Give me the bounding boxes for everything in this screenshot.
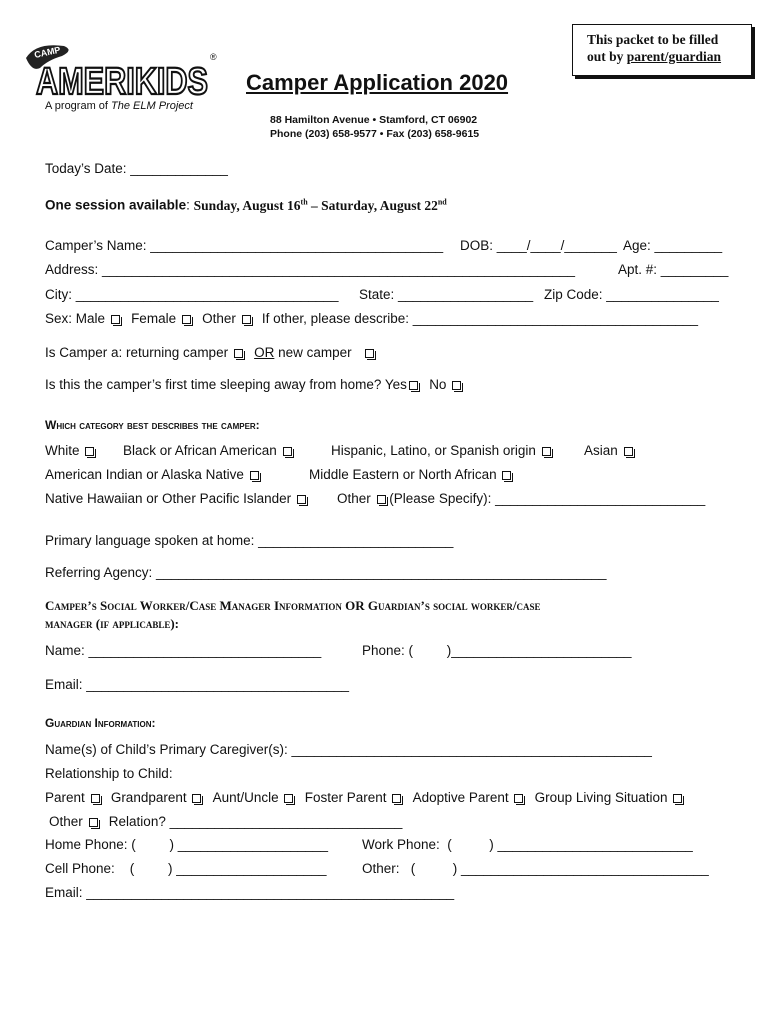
packet-note-underlined: parent/guardian — [626, 49, 722, 64]
org-phone: Phone (203) 658-9577 • Fax (203) 658-9615 — [270, 128, 480, 140]
first-time-yes-checkbox[interactable] — [409, 381, 418, 390]
race-american-indian: American Indian or Alaska Native — [45, 467, 259, 482]
other-sex-checkbox[interactable] — [242, 315, 251, 324]
race-other-checkbox[interactable] — [377, 495, 386, 504]
sex-row: Sex: Male Female Other If other, please describe: ______________________________________ — [45, 311, 699, 326]
program-name: The ELM Project — [111, 100, 193, 112]
primary-language-field[interactable]: Primary language spoken at home: __________________________ — [45, 533, 454, 548]
white-checkbox[interactable] — [85, 447, 94, 456]
amerikids-logo — [22, 38, 222, 103]
program-line: A program of The ELM Project — [45, 100, 193, 112]
city-field[interactable]: City: ___________________________________ — [45, 287, 339, 302]
logo-registered-mark: ® — [210, 52, 217, 62]
male-checkbox[interactable] — [111, 315, 120, 324]
native-hawaiian-checkbox[interactable] — [297, 495, 306, 504]
middle-eastern-checkbox[interactable] — [502, 471, 511, 480]
address-field[interactable]: Address: _______________________________________________________________ — [45, 262, 576, 277]
grandparent-checkbox[interactable] — [192, 794, 201, 803]
hispanic-checkbox[interactable] — [542, 447, 551, 456]
female-checkbox[interactable] — [182, 315, 191, 324]
social-worker-heading-2: manager (if applicable): — [45, 616, 179, 631]
packet-note-line2: out by parent/guardian — [587, 49, 722, 64]
relationship-label: Relationship to Child: — [45, 766, 173, 781]
american-indian-checkbox[interactable] — [250, 471, 259, 480]
packet-note-line1: This packet to be filled — [587, 32, 719, 47]
race-other: Other (Please Specify): ____________________________ — [337, 491, 706, 506]
aunt-uncle-checkbox[interactable] — [284, 794, 293, 803]
asian-checkbox[interactable] — [624, 447, 633, 456]
org-address: 88 Hamilton Avenue • Stamford, CT 06902 — [270, 114, 478, 126]
black-checkbox[interactable] — [283, 447, 292, 456]
dob-field[interactable]: DOB: ____/____/_______ — [460, 238, 617, 253]
relationship-other-checkbox[interactable] — [89, 818, 98, 827]
race-hispanic: Hispanic, Latino, or Spanish origin — [331, 443, 551, 458]
group-living-checkbox[interactable] — [673, 794, 682, 803]
state-field[interactable]: State: __________________ — [359, 287, 534, 302]
first-time-row: Is this the camper’s first time sleeping away from home? Yes No — [45, 377, 461, 392]
caregiver-names-field[interactable]: Name(s) of Child’s Primary Caregiver(s): ________________________________________________ — [45, 742, 652, 757]
foster-parent-checkbox[interactable] — [392, 794, 401, 803]
camper-type-row: Is Camper a: returning camper OR new camper — [45, 345, 374, 360]
home-phone-field[interactable]: Home Phone: ( ) ____________________ — [45, 837, 328, 852]
social-worker-name-field[interactable]: Name: _______________________________ — [45, 643, 322, 658]
relation-field[interactable]: Relation? _______________________________ — [108, 814, 403, 829]
category-heading: Which category best describes the camper: — [45, 418, 260, 432]
relationship-other-row: Other Relation? _______________________________ — [49, 814, 403, 829]
other-describe-field[interactable]: If other, please describe: ______________________________________ — [261, 311, 699, 326]
cell-phone-field[interactable]: Cell Phone: ( ) ____________________ — [45, 861, 327, 876]
guardian-heading: Guardian Information: — [45, 716, 156, 730]
social-worker-email-field[interactable]: Email: ___________________________________ — [45, 677, 350, 692]
referring-agency-field[interactable]: Referring Agency: ____________________________________________________________ — [45, 565, 607, 580]
returning-camper-checkbox[interactable] — [234, 349, 243, 358]
guardian-email-field[interactable]: Email: _________________________________________________ — [45, 885, 455, 900]
session-line: One session available: Sunday, August 16th – Saturday, August 22nd — [45, 197, 447, 213]
race-other-specify-field[interactable]: (Please Specify): ____________________________ — [389, 491, 706, 506]
race-native-hawaiian: Native Hawaiian or Other Pacific Islander — [45, 491, 306, 506]
campers-name-field[interactable]: Camper’s Name: _______________________________________ — [45, 238, 444, 253]
adoptive-parent-checkbox[interactable] — [514, 794, 523, 803]
apt-field[interactable]: Apt. #: _________ — [618, 262, 729, 277]
social-worker-phone-field[interactable]: Phone: ( )________________________ — [362, 643, 632, 658]
session-label: One session available — [45, 197, 187, 213]
race-middle-eastern: Middle Eastern or North African — [309, 467, 511, 482]
race-white: White — [45, 443, 94, 458]
new-camper-checkbox[interactable] — [365, 349, 374, 358]
zip-field[interactable]: Zip Code: _______________ — [544, 287, 719, 302]
packet-note — [572, 24, 752, 76]
logo-camp-text: CAMP — [33, 44, 62, 60]
race-asian: Asian — [584, 443, 633, 458]
race-black: Black or African American — [123, 443, 292, 458]
page-title: Camper Application 2020 — [246, 70, 509, 95]
logo-brand-text: AMERIKIDS — [36, 61, 208, 103]
work-phone-field[interactable]: Work Phone: ( ) __________________________ — [362, 837, 693, 852]
age-field[interactable]: Age: _________ — [623, 238, 723, 253]
first-time-no-checkbox[interactable] — [452, 381, 461, 390]
todays-date-field[interactable]: Today’s Date: _____________ — [45, 161, 228, 176]
other-phone-field[interactable]: Other: ( ) _________________________________ — [362, 861, 709, 876]
relationship-options: Parent Grandparent Aunt/Uncle Foster Parent Adoptive Parent Group Living Situation — [45, 790, 682, 805]
parent-checkbox[interactable] — [91, 794, 100, 803]
social-worker-heading-1: Camper’s Social Worker/Case Manager Information OR Guardian’s social worker/case — [45, 598, 541, 613]
